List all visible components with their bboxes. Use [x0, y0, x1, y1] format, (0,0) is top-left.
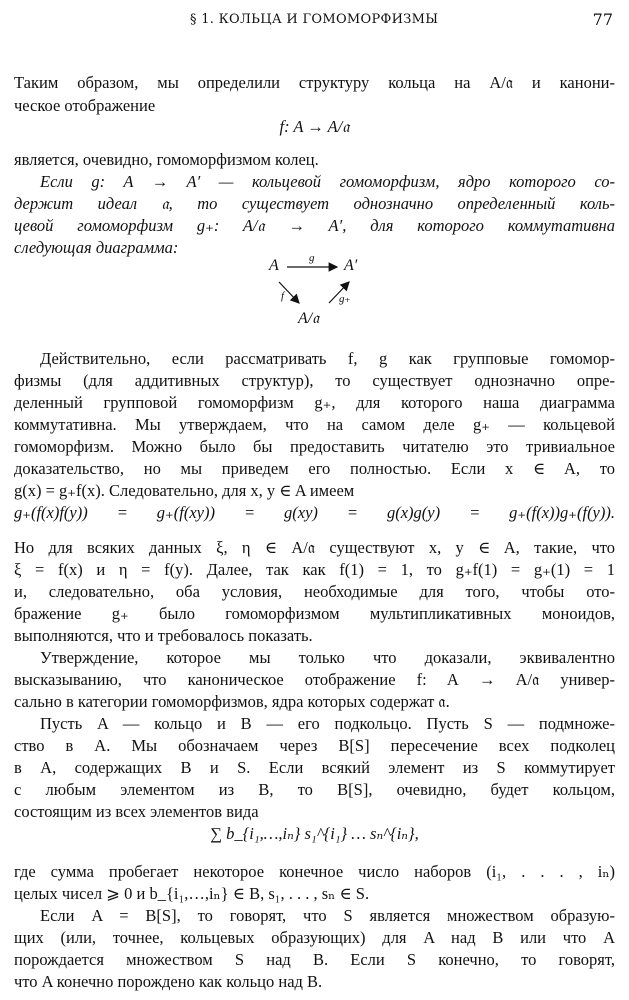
- commutative-diagram: [255, 250, 375, 334]
- text-line: g(x) = g₊f(x). Следовательно, для x, y ∈ A имеем: [14, 481, 355, 500]
- diagram-node-quotient: A/𝔞: [298, 310, 320, 327]
- text-line: сально в категории гомоморфизмов, ядра которых содержат 𝔞.: [14, 692, 450, 711]
- theorem-line: следующая диаграмма:: [14, 238, 179, 257]
- text-line: что A конечно порождено как кольцо над B.: [14, 972, 323, 991]
- formula-line: f: A → A/𝔞: [279, 117, 350, 136]
- text-line: целых чисел ⩾ 0 и b_{i₁,…,iₙ} ∈ B, s₁, . . . , sₙ ∈ S.: [14, 884, 370, 903]
- text-line: доказательство, но мы приведем его полностью. Если x ∈ A, то: [14, 459, 615, 478]
- page-number: 77: [592, 10, 613, 29]
- text-line: Если A = B[S], то говорят, что S является множеством образую-: [40, 906, 615, 925]
- text-line: ство в A. Мы обозначаем через B[S] пересечение всех подколец: [14, 736, 615, 755]
- text-line: где сумма пробегает некоторое конечное число наборов (i₁, . . . , iₙ): [14, 862, 615, 881]
- diagram-node-a-prime: A′: [344, 257, 358, 274]
- text-line: коммутативна. Мы утверждаем, что на самом деле g₊ — кольцевой: [14, 415, 615, 434]
- text-line: является, очевидно, гомоморфизмом колец.: [14, 150, 319, 169]
- text-line: щих (или, точнее, кольцевых образующих) для A над B или что A: [14, 928, 615, 947]
- text-line: Но для всяких данных ξ, η ∈ A/𝔞 существуют x, y ∈ A, такие, что: [14, 538, 615, 557]
- text-line: состоящим из всех элементов вида: [14, 802, 259, 821]
- text-line: порождается множеством S над B. Если S конечно, то говорят,: [14, 950, 615, 969]
- text-line: гомоморфизм. Можно было бы предоставить читателю это тривиальное: [14, 437, 615, 456]
- text-line: выполняются, что и требовалось показать.: [14, 626, 313, 645]
- theorem-line: цевой гомоморфизм g₊: A/𝔞 → A′, для которого коммутативна: [14, 216, 615, 235]
- running-header: [0, 9, 629, 33]
- text-line: Таким образом, мы определили структуру кольца на A/𝔞 и канони-: [14, 73, 615, 92]
- diagram-label-g-star: g₊: [339, 293, 351, 305]
- diagram-node-a: A: [269, 257, 279, 274]
- text-line: бражение g₊ было гомоморфизмом мультипликативных моноидов,: [14, 604, 615, 623]
- formula-line: ∑ b_{i₁,…,iₙ} s₁^{i₁} … sₙ^{iₙ},: [210, 824, 419, 843]
- text-line: ξ = f(x) и η = f(y). Далее, так как f(1) = 1, то g₊f(1) = g₊(1) = 1: [14, 560, 615, 579]
- theorem-line: Если g: A → A′ — кольцевой гомоморфизм, ядро которого со-: [40, 172, 615, 191]
- diagram-label-g: g: [309, 252, 315, 264]
- formula-line: g₊(f(x)f(y)) = g₊(f(xy)) = g(xy) = g(x)g(y) = g₊(f(x))g₊(f(y)).: [14, 503, 615, 522]
- text-line: физмы (для аддитивных структур), то существует однозначно опре-: [14, 371, 615, 390]
- theorem-line: держит идеал 𝔞, то существует однозначно определенный коль-: [14, 194, 615, 213]
- text-line: в A, содержащих B и S. Если всякий элемент из S коммутирует: [14, 758, 615, 777]
- text-line: Действительно, если рассматривать f, g как групповые гомомор-: [40, 349, 615, 368]
- text-line: с любым элементом из B, то B[S], очевидно, будет кольцом,: [14, 780, 615, 799]
- text-line: высказыванию, что каноническое отображение f: A → A/𝔞 универ-: [14, 670, 615, 689]
- text-line: и, следовательно, оба условия, необходимые для того, чтобы ото-: [14, 582, 615, 601]
- text-line: ческое отображение: [14, 96, 156, 115]
- text-line: Пусть A — кольцо и B — его подкольцо. Пусть S — подмноже-: [40, 714, 615, 733]
- text-line: Утверждение, которое мы только что доказали, эквивалентно: [40, 648, 615, 667]
- section-title: § 1. КОЛЬЦА И ГОМОМОРФИЗМЫ: [190, 12, 439, 27]
- text-line: деленный групповой гомоморфизм g₊, для которого наша диаграмма: [14, 393, 615, 412]
- diagram-label-f: f: [281, 290, 285, 302]
